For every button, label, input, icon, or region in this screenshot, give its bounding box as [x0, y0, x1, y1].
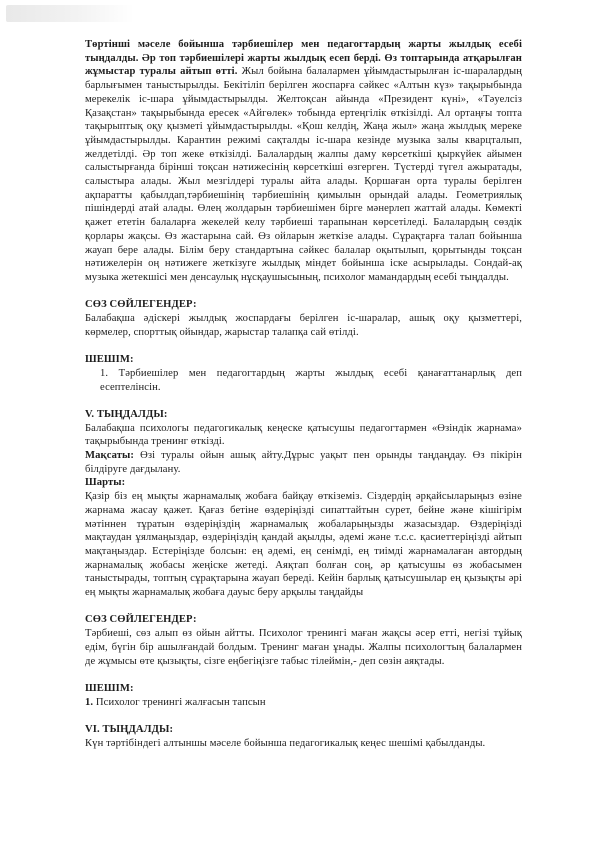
- report-lead-bold: Төртінші мәселе бойынша тәрбиешілер мен педагогтардың жарты жылдық есебі тыңдалды. Әр топ тәрбиешілері жарты жылдық есеп берді. Өз топтарында атқарылған жұмыстар туралы айтып өтті.: [85, 39, 522, 78]
- heard-6-heading: VI. ТЫҢДАЛДЫ:: [85, 724, 174, 736]
- section-speakers-2: [85, 613, 522, 668]
- document-content: [85, 38, 522, 750]
- section-decision-2: [85, 682, 522, 709]
- condition-label: Шарты:: [85, 477, 126, 489]
- report-body: Жыл бойына балалармен ұйымдастырылған іс-шаралардың барлығымен таныстырылды. Бекітіліп берілген жоспарға сәйкес «Алтын күз» тақырыбында мерекелік іс-шара ұйымдастырылды. Желтоқсан айында «Президент күні», «Тәуелсіз Қазақстан» тақырыбында ересек «Айгөлек» тобында ертеңгілік өткізілді. Ал ортаңғы топта тақырыптық оқу қызметі ұйымдастырылды. «Қош келдің, Жаңа жыл» жаңа жылдық мереке ұйымдастырылды. Карантин режимі сақталды іс-шара кезінде музыка залы кварцталып, желдетілді. Әр топ жеке өткізілді. Балалардың жалпы даму көрсеткіші қыркүйек айымен салыстырғанда бірінші тоқсан нәтижесінің көрсеткіші өзгерген. Түстерді түгел ажыратады, салыстыра алады. Жыл мезгілдері туралы айта алады. Қоршаған орта туралы берілген ақпаратты қабылдап,тәрбиешінің тәрбиешінің қимылын орындай алады. Геометриялық пішіндерді атай алады. Өлең жолдарын тәрбиешімен бірге мәнерлеп жаттай алады. Көмекті қажет ететін балаларға жекелей келу тәрбиеші тарапынан көрсетіледі. Балалардың сөздік қорлары жақсы. Өз жастарына сай. Өз ойларын жеткізе алады. Сұрақтарға талап бойынша жауап бере алады. Білім беру стандартына сәйкес балалар оқытылып, қорытынды тоқсан нәтижелерін оң нәтижеге жеткізуге жылдық міндет бойынша іске асырылады. Сондай-ақ музыка жетекшісі мен денсаулық нұсқаушысының, психолог мамандардың есебі тыңдалды.: [85, 66, 523, 283]
- speakers-1-heading: СӨЗ СӨЙЛЕГЕНДЕР:: [85, 299, 197, 311]
- heard-6-body: Күн тәртібіндегі алтыншы мәселе бойынша педагогикалық кеңес шешімі қабылданды.: [85, 737, 486, 749]
- goal-label: Мақсаты:: [85, 450, 135, 462]
- condition-text: Қазір біз ең мықты жарнамалық жобаға байқау өткіземіз. Сіздердің әрқайсыларыңыз өзіне жарнама жасау қажет. Қағаз бетіне өздеріңізді сипаттайтын сурет, бейне және кішігірім мәтіннен тұратын өздеріңіздің жарнамалық жобаларыңызды жазасыздар. Өздеріңізді мақтаудан ұялмаңыздар, өздеріңіздің қандай ақылды, әдемі және т.с.с. қасиеттеріңізді айтып мақтаңыздар. Естеріңізде болсын: ең әдемі, ең сенімді, ең тиімді жарнамалаған автордың жарнамалық жобасы жеңіске жетеді. Аяқтап болған соң, әр қатысушы өз жобасымен таныстырады, топтың сұрақтарына жауап береді. Кейін барлық қатысушылар ең қызықты әрі ең мықты жарнамалық жобаға дауыс беру арқылы таңдайды: [85, 491, 522, 599]
- decision-2-heading: ШЕШІМ:: [85, 682, 134, 694]
- decision-2-item-number: 1.: [85, 696, 94, 708]
- section-decision-1: [85, 353, 522, 394]
- decision-1-item: 1. Тәрбиешілер мен педагогтардың жарты жылдық есебі қанағаттанарлық деп есептелінсін.: [100, 367, 522, 393]
- scan-artifact: [6, 5, 134, 22]
- decision-1-heading: ШЕШІМ:: [85, 354, 134, 366]
- speakers-1-body: Балабақша әдіскері жылдық жоспардағы берілген іс-шаралар, ашық оқу қызметтері, көрмелер, спорттық ойындар, жарыстар талапқа сай өтілді.: [85, 313, 522, 338]
- speakers-2-heading: СӨЗ СӨЙЛЕГЕНДЕР:: [85, 614, 197, 626]
- heard-5-goal: [85, 449, 522, 476]
- section-heard-5: [85, 408, 522, 600]
- paragraph-half-year-report: [85, 38, 522, 285]
- section-heard-6: [85, 723, 522, 750]
- goal-text: Өзі туралы ойын ашық айту.Дұрыс уақыт пен орынды таңдаңдау. Өз пікірін білдіруге дағдылану.: [85, 450, 522, 475]
- section-speakers-1: [85, 298, 522, 339]
- speakers-2-body: Тәрбиеші, сөз алып өз ойын айтты. Психолог тренингі маған жақсы әсер етті, негізі тұйық едім, бүгін бір ашылғандай болдым. Тренинг маған ұнады. Жалпы психологтың балалармен де жұмысы өте қызықты, сізге еңбегіңізге табыс тілеймін,- деп сөзін аяқтады.: [85, 628, 522, 667]
- heard-5-heading: V. ТЫҢДАЛДЫ:: [85, 408, 168, 420]
- heard-5-body: Балабақша психологы педагогикалық кеңеске қатысушы педагогтармен «Өзіндік жарнама» тақырыбында тренинг өткізді.: [85, 422, 522, 448]
- decision-2-item-text: Психолог тренингі жалғасын тапсын: [95, 696, 266, 708]
- decision-2-item: [85, 696, 522, 710]
